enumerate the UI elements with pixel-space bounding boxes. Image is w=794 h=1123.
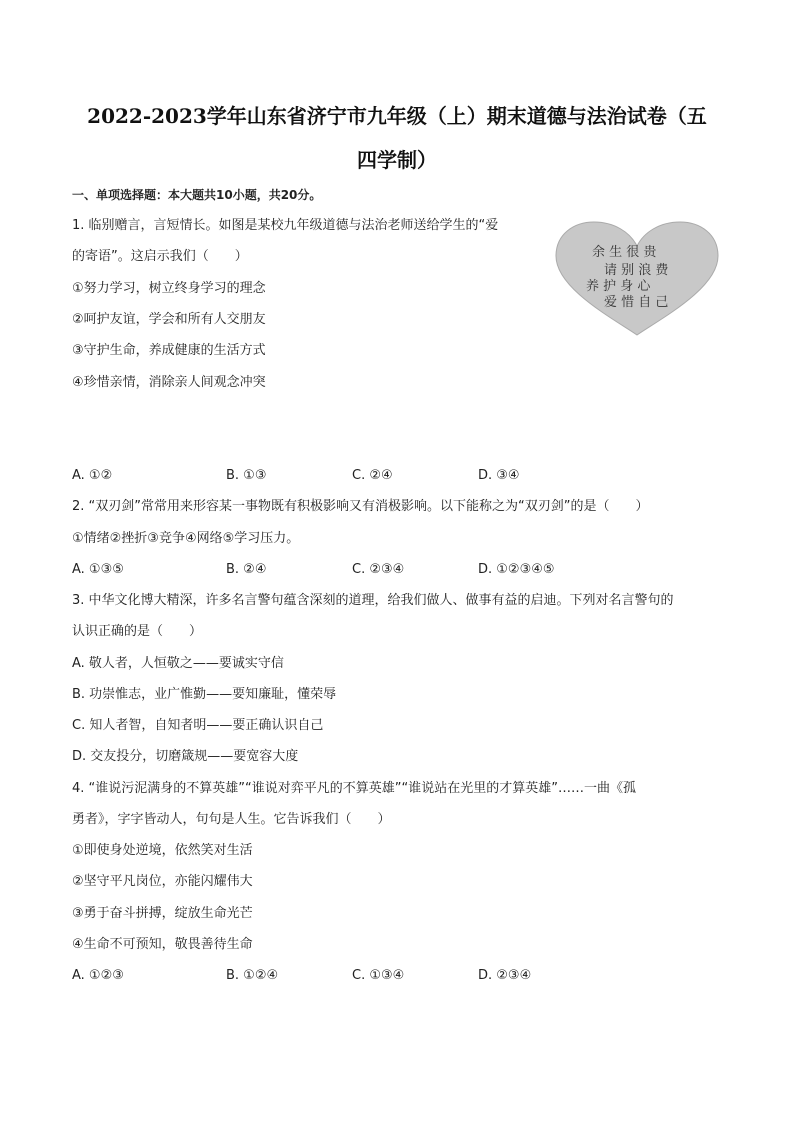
q4-stem-line2: 勇者》，字字皆动人，句句是人生。它告诉我们（ ） — [72, 812, 391, 827]
q3-option-b[interactable]: B. 功崇惟志，业广惟勤——要知廉耻，懂荣辱 — [72, 687, 337, 702]
q1-item-2: ②呵护友谊，学会和所有人交朋友 — [72, 312, 266, 327]
q1-option-b[interactable]: B. ①③ — [226, 468, 267, 483]
section-heading: 一、单项选择题：本大题共10小题，共20分。 — [72, 188, 322, 202]
q1-option-c[interactable]: C. ②④ — [352, 468, 393, 483]
q3-stem-line1: 3. 中华文化博大精深，许多名言警句蕴含深刻的道理，给我们做人、做事有益的启迪。下列对名言警句的 — [72, 593, 674, 608]
q3-stem-line2: 认识正确的是（ ） — [72, 624, 203, 639]
exam-title-line1: 2022-2023学年山东省济宁市九年级（上）期末道德与法治试卷（五 — [87, 104, 707, 128]
heart-text-3: 养 护 身 心 — [586, 279, 651, 294]
q2-option-a[interactable]: A. ①③⑤ — [72, 562, 124, 577]
q1-option-d[interactable]: D. ③④ — [478, 468, 520, 483]
q4-option-a[interactable]: A. ①②③ — [72, 968, 124, 983]
q2-stem-line2: ①情绪②挫折③竞争④网络⑤学习压力。 — [72, 531, 300, 546]
q4-item-3: ③勇于奋斗拼搏，绽放生命光芒 — [72, 906, 253, 921]
q4-option-b[interactable]: B. ①②④ — [226, 968, 279, 983]
q2-option-d[interactable]: D. ①②③④⑤ — [478, 562, 555, 577]
q1-item-1: ①努力学习，树立终身学习的理念 — [72, 281, 266, 296]
q1-stem-line2: 的寄语”。这启示我们（ ） — [72, 249, 248, 264]
heart-text-4: 爱 惜 自 己 — [604, 295, 669, 310]
q2-option-b[interactable]: B. ②④ — [226, 562, 267, 577]
q2-stem-line1: 2. “双刃剑”常常用来形容某一事物既有积极影响又有消极影响。以下能称之为“双刃剑”的是（ ） — [72, 499, 649, 514]
exam-title-line2: 四学制） — [357, 148, 437, 172]
q3-option-d[interactable]: D. 交友投分，切磨箴规——要宽容大度 — [72, 749, 299, 764]
heart-text-1: 余 生 很 贵 — [592, 245, 657, 260]
q1-item-3: ③守护生命，养成健康的生活方式 — [72, 343, 266, 358]
q4-option-c[interactable]: C. ①③④ — [352, 968, 405, 983]
q1-option-a[interactable]: A. ①② — [72, 468, 113, 483]
q1-item-4: ④珍惜亲情，消除亲人间观念冲突 — [72, 375, 266, 390]
q4-item-1: ①即使身处逆境，依然笑对生活 — [72, 843, 253, 858]
q2-option-c[interactable]: C. ②③④ — [352, 562, 405, 577]
q3-option-c[interactable]: C. 知人者智，自知者明——要正确认识自己 — [72, 718, 324, 733]
q1-stem-line1: 1. 临别赠言，言短情长。如图是某校九年级道德与法治老师送给学生的“爱 — [72, 218, 499, 233]
heart-text-2: 请 别 浪 费 — [604, 263, 669, 278]
heart-image — [552, 218, 722, 338]
q4-item-2: ②坚守平凡岗位，亦能闪耀伟大 — [72, 874, 253, 889]
q3-option-a[interactable]: A. 敬人者，人恒敬之——要诚实守信 — [72, 656, 284, 671]
q4-option-d[interactable]: D. ②③④ — [478, 968, 532, 983]
q4-stem-line1: 4. “谁说污泥满身的不算英雄”“谁说对弈平凡的不算英雄”“谁说站在光里的才算英雄”……一曲《孤 — [72, 781, 636, 796]
q4-item-4: ④生命不可预知，敬畏善待生命 — [72, 937, 253, 952]
